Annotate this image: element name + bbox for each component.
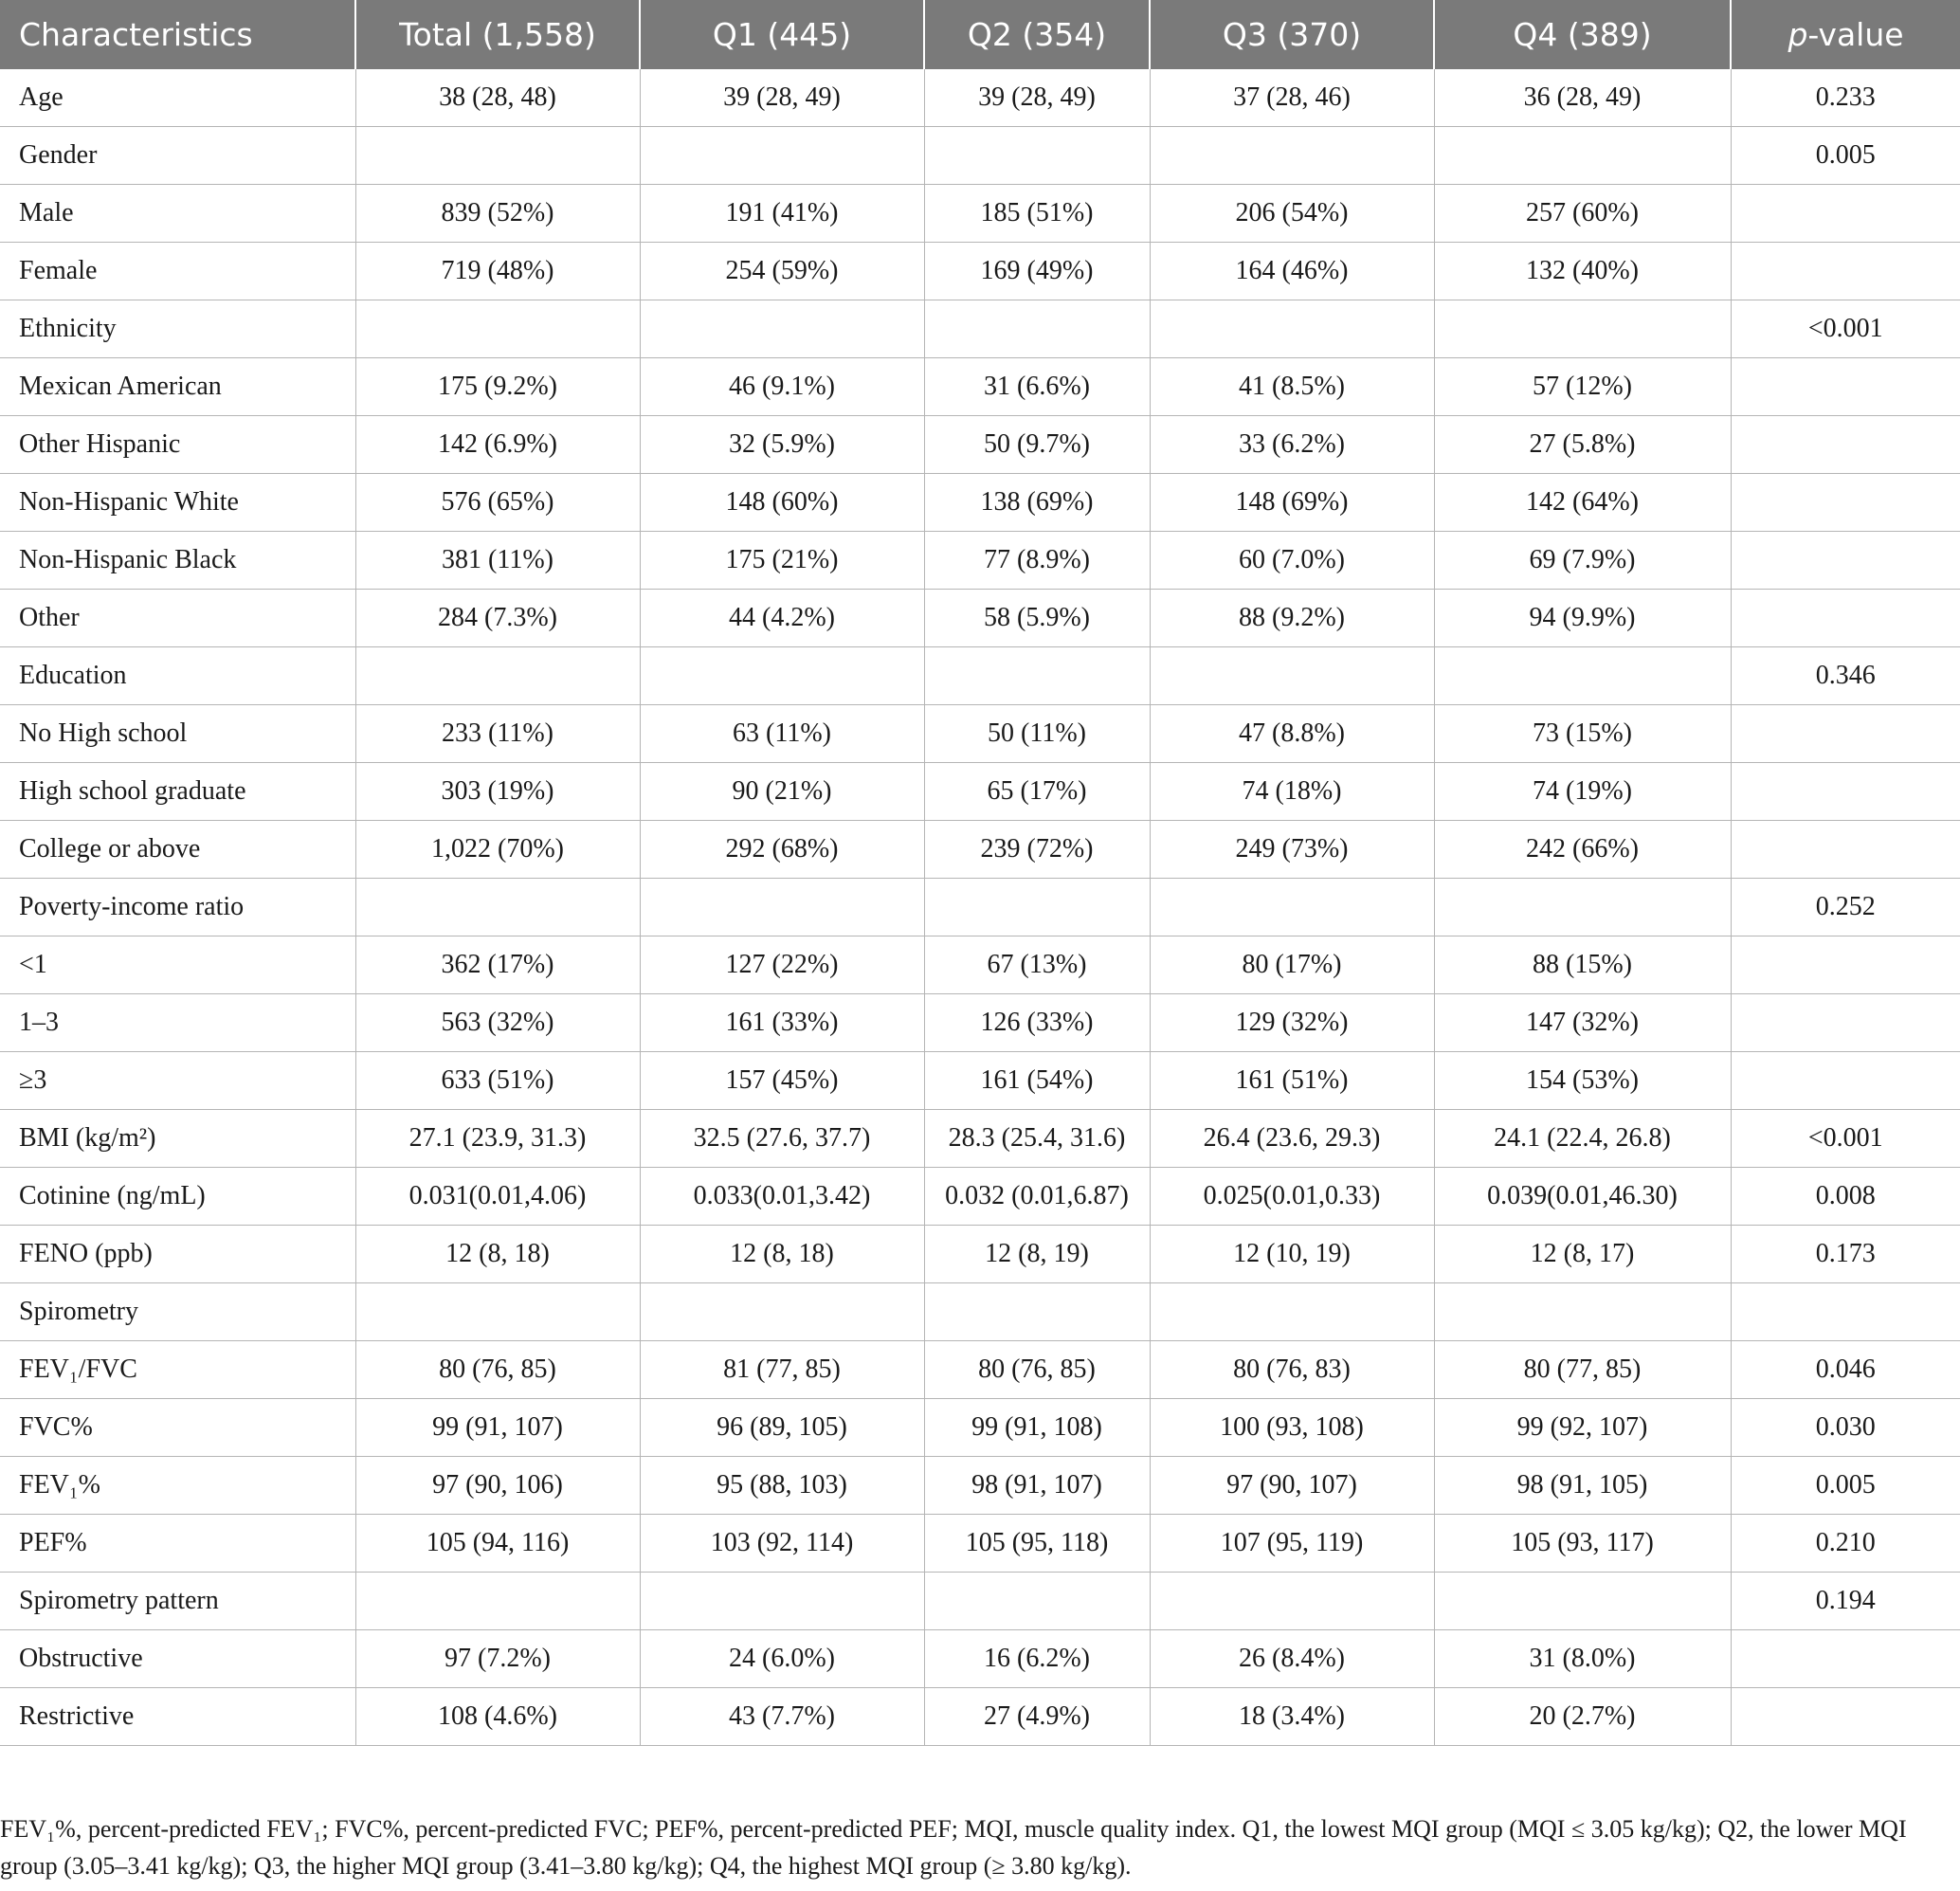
cell-q3: 107 (95, 119) <box>1150 1515 1434 1573</box>
cell-q3: 148 (69%) <box>1150 474 1434 532</box>
cell-q3: 26.4 (23.6, 29.3) <box>1150 1110 1434 1168</box>
cell-q2: 0.032 (0.01,6.87) <box>924 1168 1150 1226</box>
cell-q3: 18 (3.4%) <box>1150 1688 1434 1746</box>
cell-q4: 98 (91, 105) <box>1434 1457 1731 1515</box>
cell-p-value <box>1731 1688 1960 1746</box>
cell-q1 <box>640 1573 924 1630</box>
cell-q2: 161 (54%) <box>924 1052 1150 1110</box>
cell-q1: 39 (28, 49) <box>640 69 924 127</box>
cell-characteristic: 1–3 <box>0 994 355 1052</box>
cell-q1 <box>640 127 924 185</box>
cell-total: 108 (4.6%) <box>355 1688 640 1746</box>
cell-total: 633 (51%) <box>355 1052 640 1110</box>
cell-q3: 249 (73%) <box>1150 821 1434 879</box>
cell-q2: 58 (5.9%) <box>924 590 1150 647</box>
cell-total: 719 (48%) <box>355 243 640 300</box>
cell-q3: 33 (6.2%) <box>1150 416 1434 474</box>
cell-q3: 41 (8.5%) <box>1150 358 1434 416</box>
cell-total: 175 (9.2%) <box>355 358 640 416</box>
cell-q4 <box>1434 127 1731 185</box>
cell-characteristic: Spirometry pattern <box>0 1573 355 1630</box>
cell-q4: 31 (8.0%) <box>1434 1630 1731 1688</box>
cell-q3: 100 (93, 108) <box>1150 1399 1434 1457</box>
cell-q3: 88 (9.2%) <box>1150 590 1434 647</box>
table-row <box>0 532 1960 590</box>
cell-q4: 105 (93, 117) <box>1434 1515 1731 1573</box>
table-row <box>0 300 1960 358</box>
table-row <box>0 1168 1960 1226</box>
cell-q1: 127 (22%) <box>640 936 924 994</box>
cell-q2: 31 (6.6%) <box>924 358 1150 416</box>
cell-total: 142 (6.9%) <box>355 416 640 474</box>
table-row <box>0 879 1960 936</box>
cell-total: 563 (32%) <box>355 994 640 1052</box>
cell-total: 0.031(0.01,4.06) <box>355 1168 640 1226</box>
table-row <box>0 1283 1960 1341</box>
cell-q4: 80 (77, 85) <box>1434 1341 1731 1399</box>
table-row <box>0 1226 1960 1283</box>
cell-q2: 126 (33%) <box>924 994 1150 1052</box>
cell-q2: 50 (9.7%) <box>924 416 1150 474</box>
header-q4: Q4 (389) <box>1434 0 1731 69</box>
cell-total <box>355 300 640 358</box>
cell-q1: 12 (8, 18) <box>640 1226 924 1283</box>
cell-total: 105 (94, 116) <box>355 1515 640 1573</box>
cell-total <box>355 1573 640 1630</box>
cell-q3 <box>1150 300 1434 358</box>
cell-q2: 65 (17%) <box>924 763 1150 821</box>
cell-q1: 32 (5.9%) <box>640 416 924 474</box>
cell-p-value: <0.001 <box>1731 1110 1960 1168</box>
cell-characteristic: FVC% <box>0 1399 355 1457</box>
cell-total: 97 (90, 106) <box>355 1457 640 1515</box>
cell-p-value: 0.173 <box>1731 1226 1960 1283</box>
cell-q1: 32.5 (27.6, 37.7) <box>640 1110 924 1168</box>
cell-q4: 94 (9.9%) <box>1434 590 1731 647</box>
cell-q4: 154 (53%) <box>1434 1052 1731 1110</box>
table-row <box>0 1573 1960 1630</box>
cell-q4: 99 (92, 107) <box>1434 1399 1731 1457</box>
cell-q4: 20 (2.7%) <box>1434 1688 1731 1746</box>
cell-q1 <box>640 300 924 358</box>
cell-characteristic: Age <box>0 69 355 127</box>
cell-characteristic: <1 <box>0 936 355 994</box>
table-body <box>0 69 1960 1746</box>
cell-q1 <box>640 647 924 705</box>
table-row <box>0 936 1960 994</box>
cell-total: 38 (28, 48) <box>355 69 640 127</box>
cell-q1: 161 (33%) <box>640 994 924 1052</box>
cell-p-value <box>1731 1052 1960 1110</box>
cell-q1: 175 (21%) <box>640 532 924 590</box>
cell-q4 <box>1434 1283 1731 1341</box>
cell-q3: 12 (10, 19) <box>1150 1226 1434 1283</box>
table-row <box>0 590 1960 647</box>
cell-q4 <box>1434 1573 1731 1630</box>
cell-q2: 80 (76, 85) <box>924 1341 1150 1399</box>
cell-q3: 26 (8.4%) <box>1150 1630 1434 1688</box>
cell-q3 <box>1150 1573 1434 1630</box>
table-row <box>0 705 1960 763</box>
footnote: FEV₁%, percent-predicted FEV₁; FVC%, percent-predicted FVC; PEF%, percent-predicted PEF; MQI, muscle quality index. Q1, the lowest MQI group (MQI ≤ 3.05 kg/kg); Q2, the lower MQI group (3.05–3.41 kg/kg); Q3, the higher MQI group (3.41–3.80 kg/kg); Q4, the highest MQI group (≥ 3.80 kg/kg). <box>0 1815 1907 1880</box>
cell-total: 99 (91, 107) <box>355 1399 640 1457</box>
cell-total: 381 (11%) <box>355 532 640 590</box>
cell-q3: 80 (76, 83) <box>1150 1341 1434 1399</box>
cell-characteristic: Restrictive <box>0 1688 355 1746</box>
cell-q1: 148 (60%) <box>640 474 924 532</box>
table-row <box>0 1457 1960 1515</box>
cell-q2: 50 (11%) <box>924 705 1150 763</box>
cell-p-value: 0.046 <box>1731 1341 1960 1399</box>
cell-p-value <box>1731 474 1960 532</box>
cell-p-value: 0.030 <box>1731 1399 1960 1457</box>
header-characteristics: Characteristics <box>0 0 355 69</box>
cell-q1: 254 (59%) <box>640 243 924 300</box>
cell-q4: 73 (15%) <box>1434 705 1731 763</box>
cell-total: 233 (11%) <box>355 705 640 763</box>
table-row <box>0 1688 1960 1746</box>
cell-characteristic: Poverty-income ratio <box>0 879 355 936</box>
cell-characteristic: Gender <box>0 127 355 185</box>
cell-q3: 47 (8.8%) <box>1150 705 1434 763</box>
cell-q1 <box>640 879 924 936</box>
cell-q2: 28.3 (25.4, 31.6) <box>924 1110 1150 1168</box>
cell-total: 303 (19%) <box>355 763 640 821</box>
cell-q3 <box>1150 127 1434 185</box>
table-row <box>0 127 1960 185</box>
cell-q3: 37 (28, 46) <box>1150 69 1434 127</box>
cell-q2: 138 (69%) <box>924 474 1150 532</box>
header-total: Total (1,558) <box>355 0 640 69</box>
cell-q4: 132 (40%) <box>1434 243 1731 300</box>
cell-characteristic: Ethnicity <box>0 300 355 358</box>
cell-q2 <box>924 300 1150 358</box>
cell-p-value: 0.233 <box>1731 69 1960 127</box>
table-row <box>0 474 1960 532</box>
cell-characteristic: Spirometry <box>0 1283 355 1341</box>
cell-q1: 292 (68%) <box>640 821 924 879</box>
cell-characteristic: College or above <box>0 821 355 879</box>
cell-q2 <box>924 1573 1150 1630</box>
table-row <box>0 185 1960 243</box>
cell-characteristic: PEF% <box>0 1515 355 1573</box>
table-row <box>0 1630 1960 1688</box>
cell-q3: 206 (54%) <box>1150 185 1434 243</box>
cell-total <box>355 1283 640 1341</box>
cell-p-value: <0.001 <box>1731 300 1960 358</box>
cell-q1: 46 (9.1%) <box>640 358 924 416</box>
cell-total <box>355 127 640 185</box>
cell-q4 <box>1434 300 1731 358</box>
cell-characteristic: FEV₁% <box>0 1457 355 1515</box>
cell-q3: 97 (90, 107) <box>1150 1457 1434 1515</box>
cell-p-value <box>1731 821 1960 879</box>
cell-p-value <box>1731 358 1960 416</box>
cell-q3: 161 (51%) <box>1150 1052 1434 1110</box>
table-row <box>0 358 1960 416</box>
cell-q4: 36 (28, 49) <box>1434 69 1731 127</box>
cell-q1: 0.033(0.01,3.42) <box>640 1168 924 1226</box>
cell-total <box>355 647 640 705</box>
cell-characteristic: Mexican American <box>0 358 355 416</box>
cell-q4: 88 (15%) <box>1434 936 1731 994</box>
p-value-italic-p: p <box>1788 16 1808 53</box>
cell-total: 12 (8, 18) <box>355 1226 640 1283</box>
cell-total: 362 (17%) <box>355 936 640 994</box>
cell-q3: 80 (17%) <box>1150 936 1434 994</box>
cell-q4: 69 (7.9%) <box>1434 532 1731 590</box>
cell-p-value <box>1731 590 1960 647</box>
cell-q2: 98 (91, 107) <box>924 1457 1150 1515</box>
cell-characteristic: No High school <box>0 705 355 763</box>
cell-q4: 74 (19%) <box>1434 763 1731 821</box>
cell-p-value <box>1731 936 1960 994</box>
cell-total: 284 (7.3%) <box>355 590 640 647</box>
header-q2: Q2 (354) <box>924 0 1150 69</box>
cell-p-value <box>1731 763 1960 821</box>
cell-q4: 142 (64%) <box>1434 474 1731 532</box>
cell-total <box>355 879 640 936</box>
cell-q2: 16 (6.2%) <box>924 1630 1150 1688</box>
table-row <box>0 763 1960 821</box>
cell-q1 <box>640 1283 924 1341</box>
cell-characteristic: FENO (ppb) <box>0 1226 355 1283</box>
cell-q2: 39 (28, 49) <box>924 69 1150 127</box>
cell-q2 <box>924 647 1150 705</box>
cell-p-value <box>1731 994 1960 1052</box>
cell-q3 <box>1150 1283 1434 1341</box>
cell-q3 <box>1150 647 1434 705</box>
cell-q2: 169 (49%) <box>924 243 1150 300</box>
cell-q4: 27 (5.8%) <box>1434 416 1731 474</box>
cell-q2 <box>924 127 1150 185</box>
cell-total: 97 (7.2%) <box>355 1630 640 1688</box>
cell-q3 <box>1150 879 1434 936</box>
cell-q1: 96 (89, 105) <box>640 1399 924 1457</box>
cell-p-value: 0.346 <box>1731 647 1960 705</box>
cell-characteristic: High school graduate <box>0 763 355 821</box>
cell-q1: 44 (4.2%) <box>640 590 924 647</box>
cell-p-value: 0.252 <box>1731 879 1960 936</box>
cell-total: 576 (65%) <box>355 474 640 532</box>
cell-p-value <box>1731 705 1960 763</box>
cell-characteristic: Obstructive <box>0 1630 355 1688</box>
cell-q4: 0.039(0.01,46.30) <box>1434 1168 1731 1226</box>
cell-p-value <box>1731 416 1960 474</box>
cell-q2: 77 (8.9%) <box>924 532 1150 590</box>
cell-q1: 103 (92, 114) <box>640 1515 924 1573</box>
cell-q3: 0.025(0.01,0.33) <box>1150 1168 1434 1226</box>
cell-characteristic: Non-Hispanic White <box>0 474 355 532</box>
cell-characteristic: Other Hispanic <box>0 416 355 474</box>
cell-total: 27.1 (23.9, 31.3) <box>355 1110 640 1168</box>
cell-p-value: 0.194 <box>1731 1573 1960 1630</box>
cell-characteristic: Education <box>0 647 355 705</box>
cell-characteristic: Cotinine (ng/mL) <box>0 1168 355 1226</box>
table-row <box>0 1341 1960 1399</box>
cell-q4: 12 (8, 17) <box>1434 1226 1731 1283</box>
cell-q2: 99 (91, 108) <box>924 1399 1150 1457</box>
table-row <box>0 994 1960 1052</box>
cell-q3: 60 (7.0%) <box>1150 532 1434 590</box>
header-q3: Q3 (370) <box>1150 0 1434 69</box>
cell-q1: 191 (41%) <box>640 185 924 243</box>
cell-q2: 67 (13%) <box>924 936 1150 994</box>
cell-p-value <box>1731 243 1960 300</box>
cell-p-value <box>1731 532 1960 590</box>
cell-q2: 239 (72%) <box>924 821 1150 879</box>
header-p-value <box>1731 0 1960 69</box>
cell-q2: 105 (95, 118) <box>924 1515 1150 1573</box>
table-row <box>0 647 1960 705</box>
header-q1: Q1 (445) <box>640 0 924 69</box>
cell-q1: 24 (6.0%) <box>640 1630 924 1688</box>
table-row <box>0 416 1960 474</box>
cell-p-value: 0.008 <box>1731 1168 1960 1226</box>
cell-p-value: 0.210 <box>1731 1515 1960 1573</box>
cell-q2 <box>924 879 1150 936</box>
table-row <box>0 243 1960 300</box>
cell-p-value: 0.005 <box>1731 127 1960 185</box>
cell-q1: 90 (21%) <box>640 763 924 821</box>
cell-q2 <box>924 1283 1150 1341</box>
cell-characteristic: ≥3 <box>0 1052 355 1110</box>
cell-q1: 43 (7.7%) <box>640 1688 924 1746</box>
cell-total: 1,022 (70%) <box>355 821 640 879</box>
cell-q2: 27 (4.9%) <box>924 1688 1150 1746</box>
cell-q2: 12 (8, 19) <box>924 1226 1150 1283</box>
cell-p-value: 0.005 <box>1731 1457 1960 1515</box>
cell-total: 839 (52%) <box>355 185 640 243</box>
cell-p-value <box>1731 185 1960 243</box>
table-row <box>0 821 1960 879</box>
cell-q1: 81 (77, 85) <box>640 1341 924 1399</box>
table-header <box>0 0 1960 69</box>
cell-q1: 63 (11%) <box>640 705 924 763</box>
table-row <box>0 1110 1960 1168</box>
cell-characteristic: BMI (kg/m²) <box>0 1110 355 1168</box>
cell-q4: 147 (32%) <box>1434 994 1731 1052</box>
table-row <box>0 69 1960 127</box>
header-row <box>0 0 1960 69</box>
cell-p-value <box>1731 1630 1960 1688</box>
cell-q4: 242 (66%) <box>1434 821 1731 879</box>
cell-characteristic: Non-Hispanic Black <box>0 532 355 590</box>
cell-q4 <box>1434 879 1731 936</box>
cell-q4 <box>1434 647 1731 705</box>
cell-q3: 129 (32%) <box>1150 994 1434 1052</box>
table-row <box>0 1399 1960 1457</box>
cell-q3: 164 (46%) <box>1150 243 1434 300</box>
cell-q4: 57 (12%) <box>1434 358 1731 416</box>
p-value-suffix: -value <box>1807 16 1904 53</box>
cell-total: 80 (76, 85) <box>355 1341 640 1399</box>
cell-q1: 95 (88, 103) <box>640 1457 924 1515</box>
cell-p-value <box>1731 1283 1960 1341</box>
cell-characteristic: Other <box>0 590 355 647</box>
cell-q2: 185 (51%) <box>924 185 1150 243</box>
table-row <box>0 1515 1960 1573</box>
cell-q4: 24.1 (22.4, 26.8) <box>1434 1110 1731 1168</box>
table-row <box>0 1052 1960 1110</box>
cell-characteristic: Male <box>0 185 355 243</box>
cell-q4: 257 (60%) <box>1434 185 1731 243</box>
cell-characteristic: Female <box>0 243 355 300</box>
cell-q1: 157 (45%) <box>640 1052 924 1110</box>
cell-q3: 74 (18%) <box>1150 763 1434 821</box>
cell-characteristic: FEV₁/FVC <box>0 1341 355 1399</box>
